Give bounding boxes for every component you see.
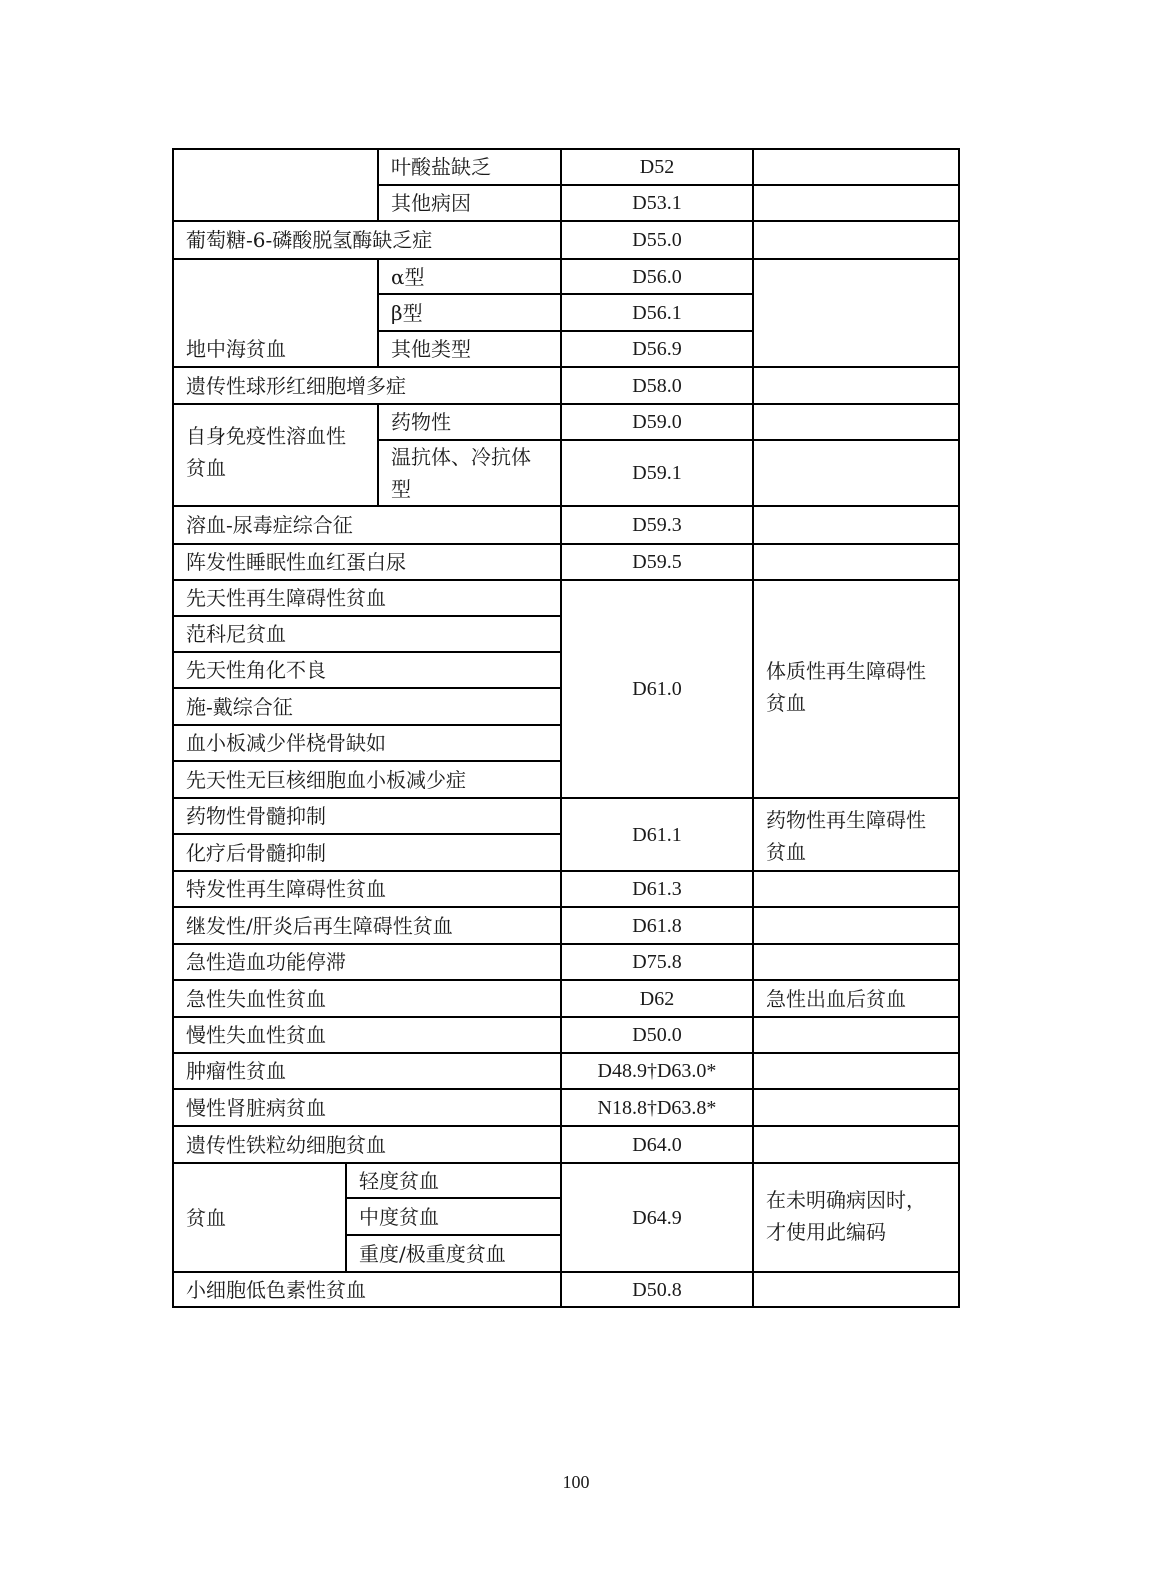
diagnosis-cell: 血小板减少伴桡骨缺如 xyxy=(186,731,386,755)
code-cell: D50.8 xyxy=(632,1278,682,1301)
code-cell: D61.1 xyxy=(632,823,682,846)
diagnosis-cell: 葡萄糖-6-磷酸脱氢酶缺乏症 xyxy=(186,228,433,252)
diagnosis-cell: 药物性骨髓抑制 xyxy=(186,804,326,828)
subtype-line: 型 xyxy=(391,477,411,501)
diagnosis-line: 自身免疫性溶血性 xyxy=(186,424,346,448)
code-cell: D62 xyxy=(639,987,675,1010)
diagnosis-cell xyxy=(174,420,377,490)
note-cell: 急性出血后贫血 xyxy=(766,986,906,1011)
subtype-cell: 重度/极重度贫血 xyxy=(359,1241,506,1266)
note-cell xyxy=(754,1184,958,1254)
diagnosis-cell: 化疗后骨髓抑制 xyxy=(186,840,326,865)
code-cell: D61.3 xyxy=(632,878,682,900)
diagnosis-cell: 溶血-尿毒症综合征 xyxy=(186,513,353,537)
code-cell: D52 xyxy=(639,156,675,178)
diagnosis-cell: 小细胞低色素性贫血 xyxy=(186,1277,366,1302)
subtype-cell xyxy=(379,441,560,505)
code-cell: D48.9†D63.0* xyxy=(597,1060,717,1082)
code-cell: D59.1 xyxy=(632,462,682,484)
code-cell: D56.1 xyxy=(632,301,682,324)
diagnosis-cell: 遗传性铁粒幼细胞贫血 xyxy=(186,1132,386,1157)
diagnosis-cell: 慢性失血性贫血 xyxy=(186,1023,326,1047)
diagnosis-cell: 急性造血功能停滞 xyxy=(186,950,346,974)
code-cell: D75.8 xyxy=(632,951,682,973)
diagnosis-cell: 先天性角化不良 xyxy=(186,658,326,682)
code-cell: D56.0 xyxy=(632,265,682,288)
note-line: 药物性再生障碍性 xyxy=(766,808,926,832)
note-line: 贫血 xyxy=(766,691,806,715)
note-cell xyxy=(754,655,958,725)
subtype-line: 温抗体、冷抗体 xyxy=(391,445,531,469)
note-line: 贫血 xyxy=(766,840,806,864)
diagnosis-cell: 继发性/肝炎后再生障碍性贫血 xyxy=(186,913,453,938)
diagnosis-cell: 慢性肾脏病贫血 xyxy=(186,1095,326,1120)
code-cell: D55.0 xyxy=(632,229,682,251)
diagnosis-cell: 贫血 xyxy=(186,1205,226,1230)
code-cell: D61.8 xyxy=(632,914,682,937)
diagnosis-cell: 遗传性球形红细胞增多症 xyxy=(186,373,406,398)
subtype-cell: 其他类型 xyxy=(391,337,471,361)
subtype-cell: β型 xyxy=(391,300,423,325)
code-cell: D64.9 xyxy=(632,1206,682,1229)
diagnosis-cell: 肿瘤性贫血 xyxy=(186,1059,286,1083)
diagnosis-cell: 阵发性睡眠性血红蛋白尿 xyxy=(186,550,406,574)
subtype-cell: 叶酸盐缺乏 xyxy=(391,155,491,179)
diagnosis-cell: 先天性无巨核细胞血小板减少症 xyxy=(186,767,466,792)
diagnosis-cell: 地中海贫血 xyxy=(186,337,286,361)
diagnosis-cell: 先天性再生障碍性贫血 xyxy=(186,586,386,610)
code-cell: D59.5 xyxy=(632,551,682,573)
note-line: 才使用此编码 xyxy=(766,1220,886,1244)
code-cell: D56.9 xyxy=(632,338,682,360)
code-cell: N18.8†D63.8* xyxy=(597,1096,717,1119)
code-cell: D53.1 xyxy=(632,192,682,214)
note-line: 在未明确病因时， xyxy=(766,1188,926,1212)
diagnosis-cell: 急性失血性贫血 xyxy=(186,986,326,1011)
note-cell xyxy=(754,804,958,870)
subtype-cell: 中度贫血 xyxy=(359,1204,439,1229)
code-cell: D61.0 xyxy=(632,678,682,700)
note-line: 体质性再生障碍性 xyxy=(766,659,926,683)
page-number: 100 xyxy=(562,1472,590,1492)
diagnosis-cell: 范科尼贫血 xyxy=(186,622,286,646)
code-cell: D59.0 xyxy=(632,411,682,433)
code-cell: D64.0 xyxy=(632,1133,682,1156)
code-cell: D58.0 xyxy=(632,374,682,397)
code-cell: D50.0 xyxy=(632,1024,682,1046)
subtype-cell: 药物性 xyxy=(391,410,451,434)
subtype-cell: 其他病因 xyxy=(391,191,471,215)
diagnosis-cell: 特发性再生障碍性贫血 xyxy=(186,877,386,901)
code-cell: D59.3 xyxy=(632,514,682,536)
subtype-cell: α型 xyxy=(391,264,425,289)
diagnosis-cell: 施-戴综合征 xyxy=(186,694,293,719)
diagnosis-line: 贫血 xyxy=(186,456,226,480)
subtype-cell: 轻度贫血 xyxy=(359,1168,439,1193)
